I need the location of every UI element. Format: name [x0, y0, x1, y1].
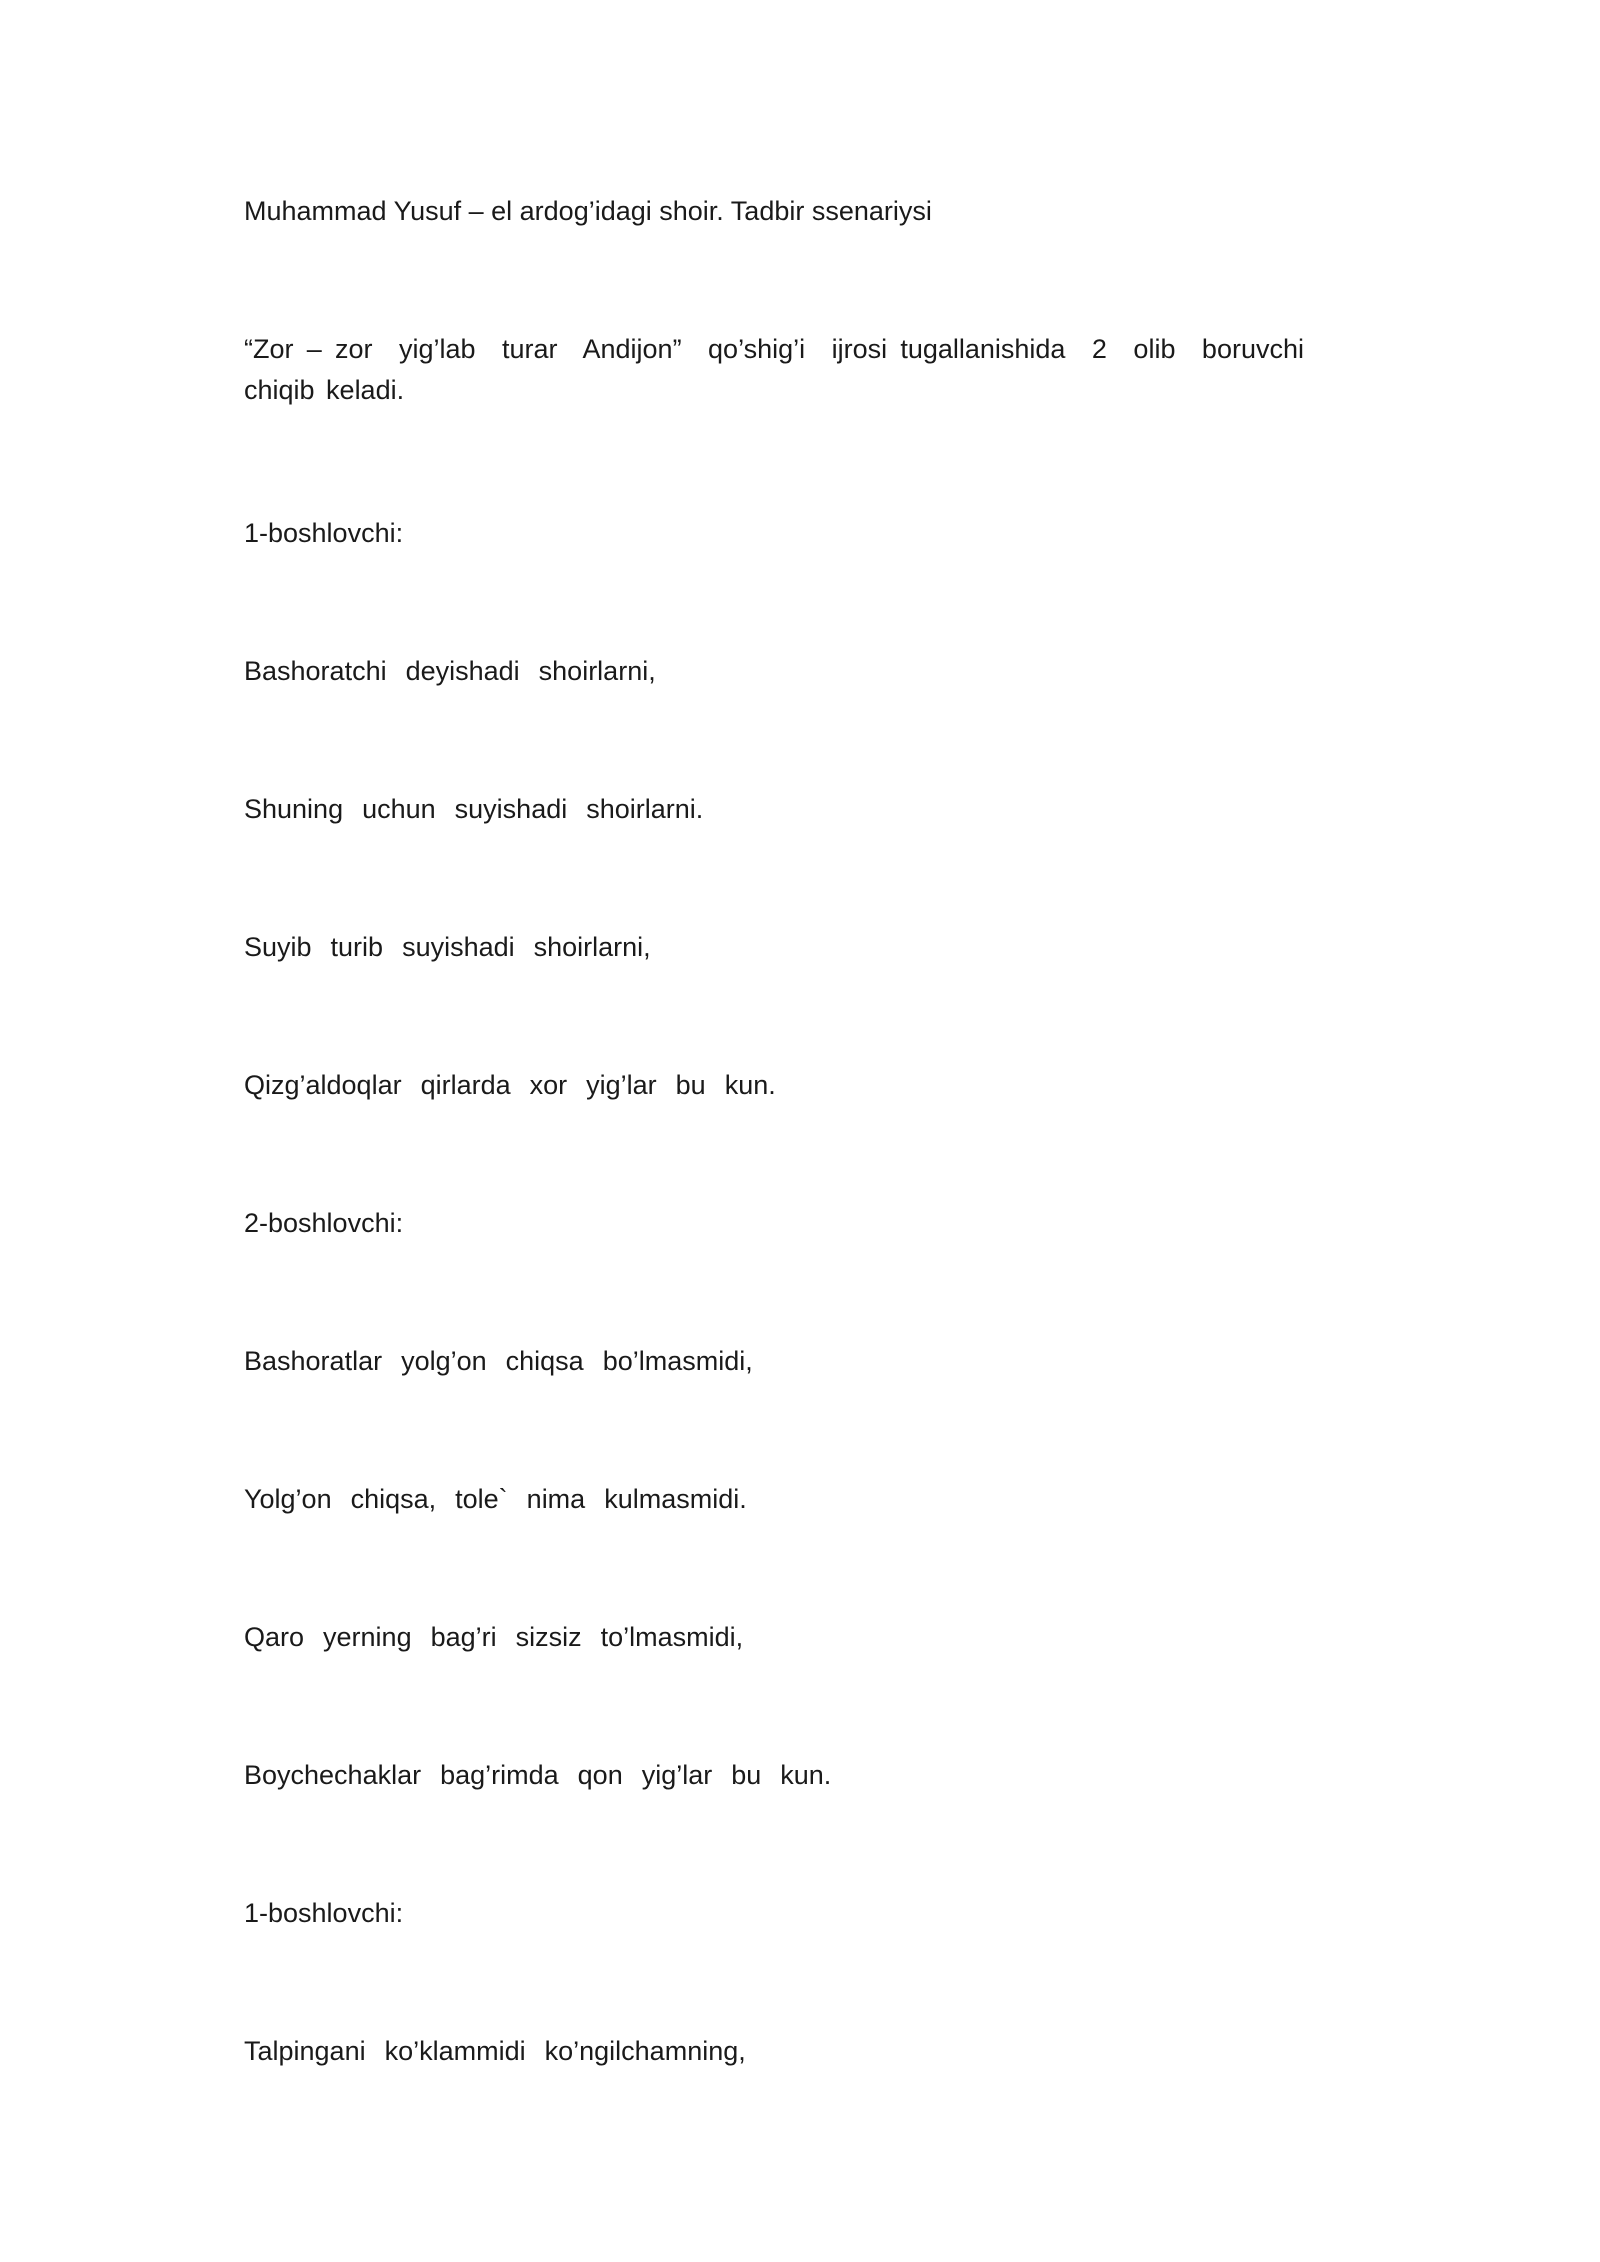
verse-line: Shuning uchun suyishadi shoirlarni.	[244, 794, 704, 824]
verse-line: Bashoratlar yolg’on chiqsa bo’lmasmidi,	[244, 1346, 753, 1376]
speaker-label-3: 1-boshlovchi:	[244, 1898, 404, 1928]
document-title: Muhammad Yusuf – el ardog’idagi shoir. Tadbir ssenariysi	[244, 196, 932, 226]
verse-line: Yolg’on chiqsa, tole` nima kulmasmidi.	[244, 1484, 747, 1514]
intro-paragraph: “Zor – zor yig’lab turar Andijon” qo’shig’i ijrosi tugallanishida 2 olib boruvchi chiqib keladi.	[244, 334, 1328, 405]
verse-line: Qizg’aldoqlar qirlarda xor yig’lar bu kun.	[244, 1070, 776, 1100]
verse-line: Talpingani ko’klammidi ko’ngilchamning,	[244, 2036, 746, 2066]
verse-line: Suyib turib suyishadi shoirlarni,	[244, 932, 651, 962]
speaker-label-2: 2-boshlovchi:	[244, 1208, 404, 1238]
verse-line: Bashoratchi deyishadi shoirlarni,	[244, 656, 656, 686]
speaker-label-1: 1-boshlovchi:	[244, 518, 404, 548]
verse-line: Qaro yerning bag’ri sizsiz to’lmasmidi,	[244, 1622, 744, 1652]
verse-line: Boychechaklar bag’rimda qon yig’lar bu kun.	[244, 1760, 832, 1790]
